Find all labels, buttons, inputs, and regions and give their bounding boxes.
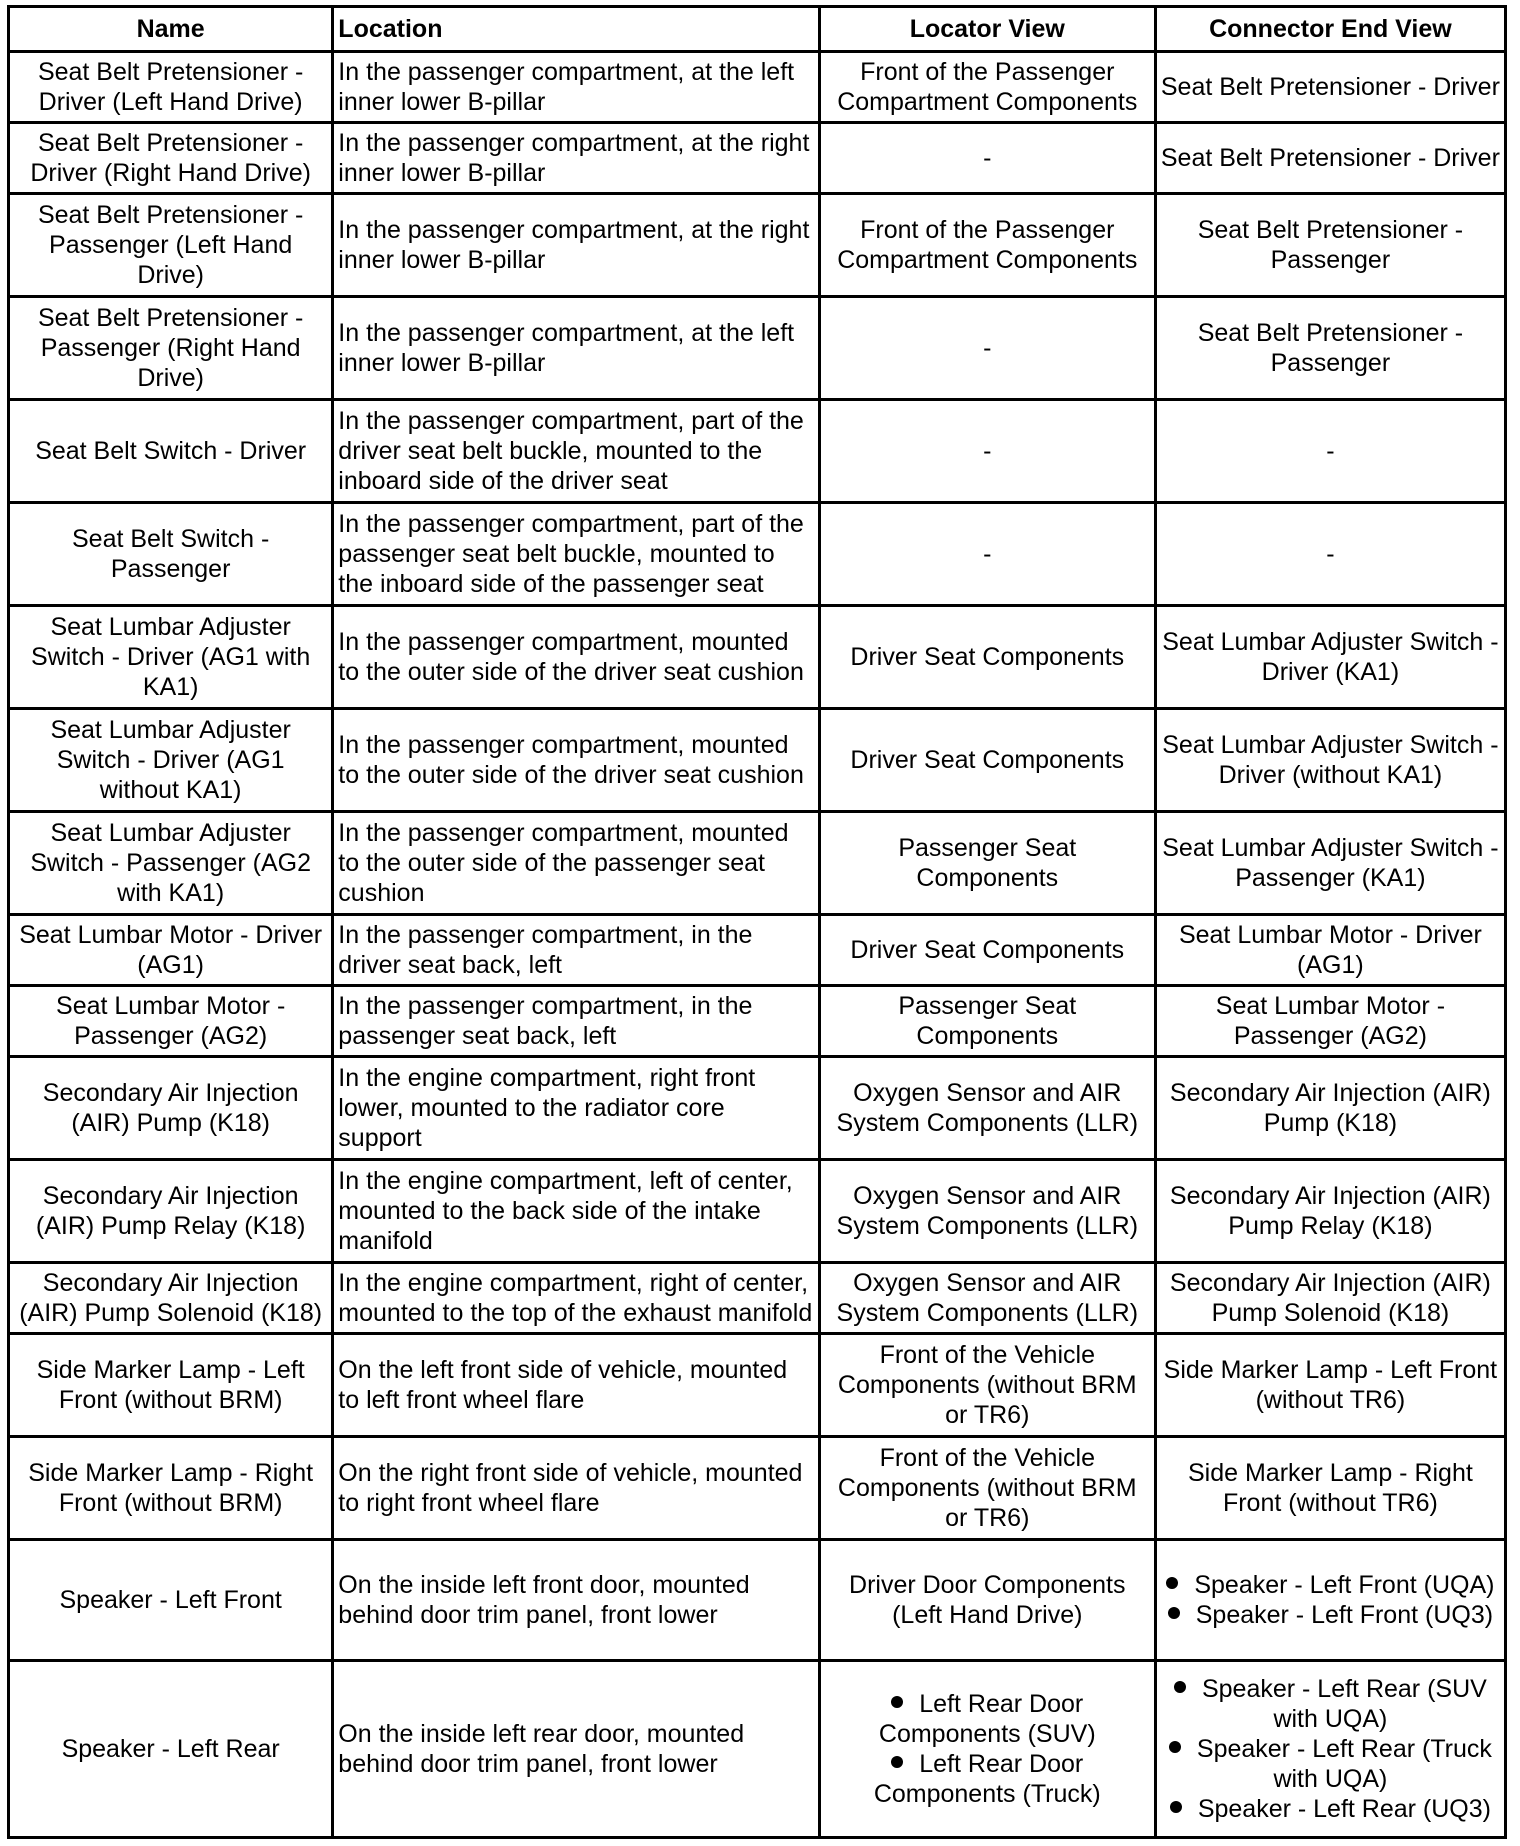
cell-locator-view: Passenger Seat Components <box>819 811 1155 914</box>
cell-locator-view: Front of the Vehicle Components (without BRM or TR6) <box>819 1333 1155 1436</box>
cell-location: In the passenger compartment, mounted to the outer side of the driver seat cushion <box>333 708 819 811</box>
cell-location: In the passenger compartment, mounted to the outer side of the driver seat cushion <box>333 605 819 708</box>
cell-connector-end-view: Secondary Air Injection (AIR) Pump (K18) <box>1155 1056 1505 1159</box>
table-body <box>9 52 1506 1838</box>
cell-connector-end-view: Seat Belt Pretensioner - Driver <box>1155 52 1505 123</box>
cell-name: Seat Belt Pretensioner - Passenger (Left Hand Drive) <box>9 194 333 297</box>
table-row <box>9 914 1506 985</box>
cell-connector-end-view: Seat Lumbar Motor - Driver (AG1) <box>1155 914 1505 985</box>
cell-name: Seat Belt Pretensioner - Driver (Right Hand Drive) <box>9 123 333 194</box>
cell-connector-end-view: Seat Lumbar Motor - Passenger (AG2) <box>1155 985 1505 1056</box>
cell-name: Seat Lumbar Adjuster Switch - Passenger (AG2 with KA1) <box>9 811 333 914</box>
cell-locator-view: Oxygen Sensor and AIR System Components (LLR) <box>819 1056 1155 1159</box>
cell-connector-end-view <box>1155 1660 1505 1837</box>
cell-location: In the passenger compartment, at the left inner lower B-pillar <box>333 297 819 400</box>
table-row <box>9 123 1506 194</box>
cell-locator-view: Oxygen Sensor and AIR System Components (LLR) <box>819 1262 1155 1333</box>
table-row <box>9 1436 1506 1539</box>
table-row <box>9 605 1506 708</box>
cell-connector-end-view: Secondary Air Injection (AIR) Pump Relay (K18) <box>1155 1159 1505 1262</box>
cell-name: Side Marker Lamp - Right Front (without BRM) <box>9 1436 333 1539</box>
cell-location: On the inside left rear door, mounted behind door trim panel, front lower <box>333 1660 819 1837</box>
cell-connector-end-view: Seat Belt Pretensioner - Passenger <box>1155 194 1505 297</box>
cell-connector-end-view: Seat Lumbar Adjuster Switch - Driver (without KA1) <box>1155 708 1505 811</box>
cell-locator-view: - <box>819 502 1155 605</box>
bullet-item <box>825 1749 1150 1809</box>
header-locator-view: Locator View <box>819 7 1155 52</box>
component-locator-table <box>7 5 1507 1839</box>
header-row <box>9 7 1506 52</box>
cell-connector-end-view: Side Marker Lamp - Right Front (without TR6) <box>1155 1436 1505 1539</box>
bullet-list <box>825 1689 1150 1809</box>
cell-name: Seat Lumbar Adjuster Switch - Driver (AG1 with KA1) <box>9 605 333 708</box>
bullet-list <box>1161 1674 1500 1824</box>
table-row <box>9 194 1506 297</box>
bullet-icon <box>891 1696 903 1708</box>
bullet-text: Speaker - Left Rear (SUV with UQA) <box>1201 1674 1487 1733</box>
cell-location: On the left front side of vehicle, mounted to left front wheel flare <box>333 1333 819 1436</box>
cell-locator-view: Driver Seat Components <box>819 605 1155 708</box>
cell-name: Speaker - Left Rear <box>9 1660 333 1837</box>
cell-locator-view: Front of the Vehicle Components (without BRM or TR6) <box>819 1436 1155 1539</box>
cell-locator-view <box>819 1660 1155 1837</box>
table-row <box>9 297 1506 400</box>
bullet-text: Speaker - Left Rear (UQ3) <box>1197 1794 1491 1823</box>
bullet-item <box>825 1689 1150 1749</box>
cell-location: In the engine compartment, right front lower, mounted to the radiator core support <box>333 1056 819 1159</box>
cell-locator-view: Driver Door Components (Left Hand Drive) <box>819 1539 1155 1660</box>
header-name: Name <box>9 7 333 52</box>
cell-locator-view: Passenger Seat Components <box>819 985 1155 1056</box>
table-row <box>9 1660 1506 1837</box>
cell-connector-end-view: Seat Belt Pretensioner - Passenger <box>1155 297 1505 400</box>
table-row <box>9 1056 1506 1159</box>
cell-locator-view: Driver Seat Components <box>819 914 1155 985</box>
cell-locator-view: Oxygen Sensor and AIR System Components (LLR) <box>819 1159 1155 1262</box>
bullet-item <box>1161 1600 1500 1630</box>
table-row <box>9 1159 1506 1262</box>
cell-locator-view: - <box>819 400 1155 503</box>
bullet-list <box>1161 1570 1500 1630</box>
cell-name: Seat Lumbar Adjuster Switch - Driver (AG1 without KA1) <box>9 708 333 811</box>
cell-name: Secondary Air Injection (AIR) Pump (K18) <box>9 1056 333 1159</box>
cell-connector-end-view: Seat Belt Pretensioner - Driver <box>1155 123 1505 194</box>
bullet-item <box>1161 1570 1500 1600</box>
cell-name: Seat Lumbar Motor - Passenger (AG2) <box>9 985 333 1056</box>
cell-locator-view: Front of the Passenger Compartment Components <box>819 52 1155 123</box>
bullet-text: Left Rear Door Components (Truck) <box>873 1749 1101 1808</box>
bullet-icon <box>1168 1607 1180 1619</box>
cell-name: Seat Belt Pretensioner - Driver (Left Hand Drive) <box>9 52 333 123</box>
bullet-icon <box>1174 1681 1186 1693</box>
cell-connector-end-view: - <box>1155 502 1505 605</box>
header-connector-end-view: Connector End View <box>1155 7 1505 52</box>
cell-connector-end-view: Seat Lumbar Adjuster Switch - Passenger (KA1) <box>1155 811 1505 914</box>
cell-name: Secondary Air Injection (AIR) Pump Relay (K18) <box>9 1159 333 1262</box>
cell-location: In the engine compartment, left of center, mounted to the back side of the intake manifold <box>333 1159 819 1262</box>
cell-name: Speaker - Left Front <box>9 1539 333 1660</box>
cell-location: On the inside left front door, mounted behind door trim panel, front lower <box>333 1539 819 1660</box>
table-row <box>9 400 1506 503</box>
cell-locator-view: Front of the Passenger Compartment Components <box>819 194 1155 297</box>
cell-connector-end-view: Side Marker Lamp - Left Front (without TR6) <box>1155 1333 1505 1436</box>
cell-locator-view: - <box>819 297 1155 400</box>
cell-locator-view: - <box>819 123 1155 194</box>
cell-location: In the passenger compartment, at the right inner lower B-pillar <box>333 194 819 297</box>
bullet-text: Speaker - Left Front (UQA) <box>1194 1570 1495 1599</box>
bullet-icon <box>1169 1741 1181 1753</box>
cell-location: On the right front side of vehicle, mounted to right front wheel flare <box>333 1436 819 1539</box>
bullet-text: Left Rear Door Components (SUV) <box>878 1689 1096 1748</box>
cell-name: Seat Belt Switch - Driver <box>9 400 333 503</box>
cell-name: Seat Belt Switch - Passenger <box>9 502 333 605</box>
bullet-item <box>1161 1674 1500 1734</box>
table-row <box>9 811 1506 914</box>
table-row <box>9 1539 1506 1660</box>
bullet-item <box>1161 1794 1500 1824</box>
cell-locator-view: Driver Seat Components <box>819 708 1155 811</box>
cell-connector-end-view: Secondary Air Injection (AIR) Pump Solenoid (K18) <box>1155 1262 1505 1333</box>
bullet-icon <box>1170 1801 1182 1813</box>
bullet-icon <box>1166 1577 1178 1589</box>
cell-location: In the engine compartment, right of center, mounted to the top of the exhaust manifold <box>333 1262 819 1333</box>
table-row <box>9 502 1506 605</box>
header-location: Location <box>333 7 819 52</box>
cell-name: Seat Lumbar Motor - Driver (AG1) <box>9 914 333 985</box>
cell-location: In the passenger compartment, in the passenger seat back, left <box>333 985 819 1056</box>
cell-location: In the passenger compartment, part of the passenger seat belt buckle, mounted to the inboard side of the passenger seat <box>333 502 819 605</box>
cell-connector-end-view: - <box>1155 400 1505 503</box>
table-row <box>9 1333 1506 1436</box>
table-row <box>9 708 1506 811</box>
bullet-text: Speaker - Left Front (UQ3) <box>1195 1600 1494 1629</box>
cell-connector-end-view: Seat Lumbar Adjuster Switch - Driver (KA1) <box>1155 605 1505 708</box>
table-row <box>9 1262 1506 1333</box>
bullet-item <box>1161 1734 1500 1794</box>
cell-location: In the passenger compartment, part of the driver seat belt buckle, mounted to the inboard side of the driver seat <box>333 400 819 503</box>
cell-connector-end-view <box>1155 1539 1505 1660</box>
cell-name: Side Marker Lamp - Left Front (without BRM) <box>9 1333 333 1436</box>
cell-name: Seat Belt Pretensioner - Passenger (Right Hand Drive) <box>9 297 333 400</box>
cell-location: In the passenger compartment, in the driver seat back, left <box>333 914 819 985</box>
bullet-text: Speaker - Left Rear (Truck with UQA) <box>1196 1734 1492 1793</box>
cell-location: In the passenger compartment, at the left inner lower B-pillar <box>333 52 819 123</box>
bullet-icon <box>891 1756 903 1768</box>
table-row <box>9 52 1506 123</box>
cell-location: In the passenger compartment, mounted to the outer side of the passenger seat cushion <box>333 811 819 914</box>
table-row <box>9 985 1506 1056</box>
cell-location: In the passenger compartment, at the right inner lower B-pillar <box>333 123 819 194</box>
cell-name: Secondary Air Injection (AIR) Pump Solenoid (K18) <box>9 1262 333 1333</box>
